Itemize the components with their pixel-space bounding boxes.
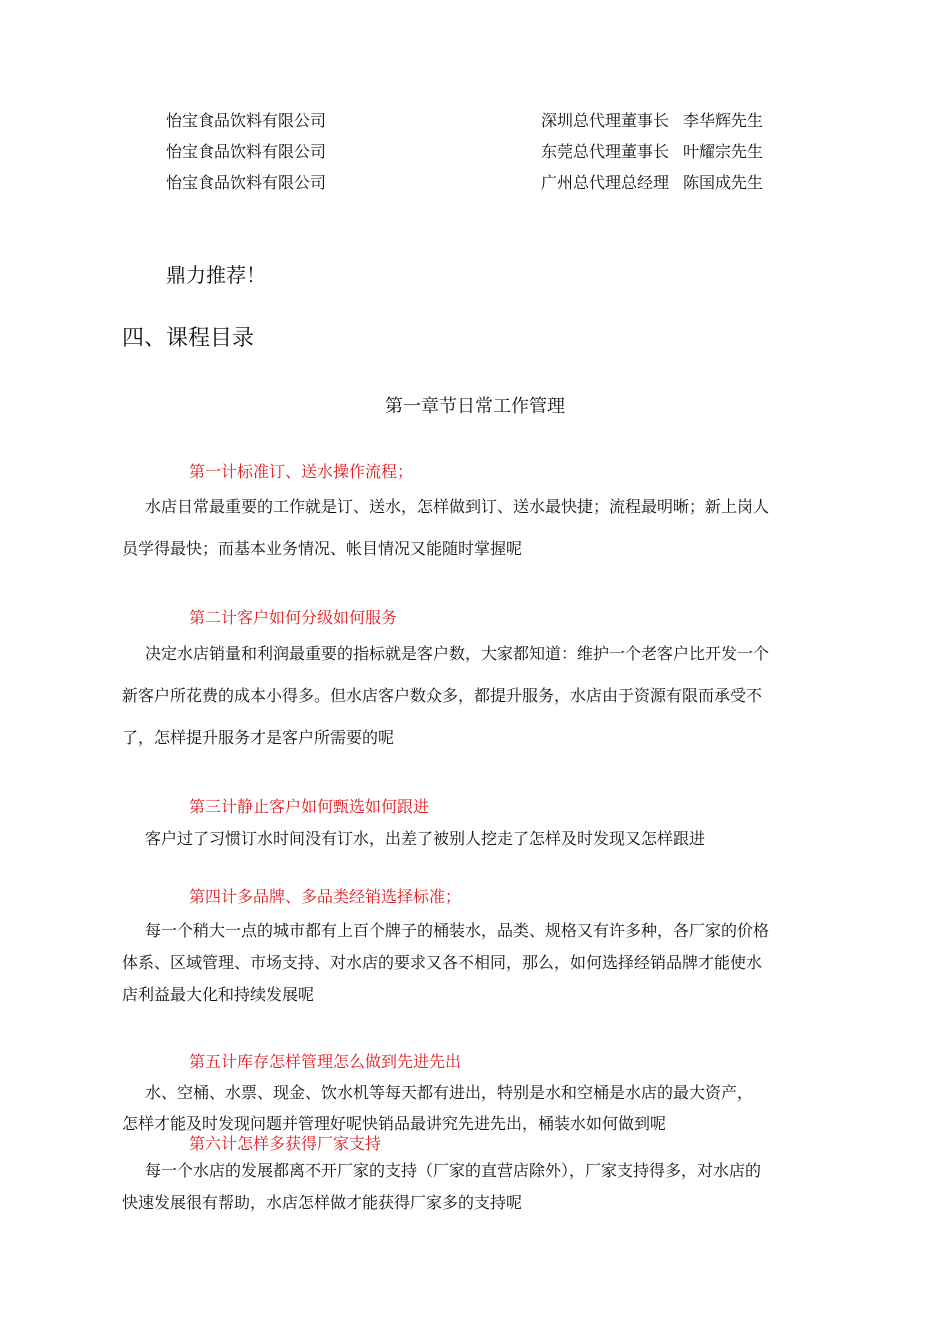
item-text-line: 了，怎样提升服务才是客户所需要的呢 [122, 728, 395, 747]
endorsement-title: 广州总代理总经理 [541, 173, 670, 192]
item-text-line: 体系、区域管理、市场支持、对水店的要求又各不相同，那么，如何选择经销品牌才能使水 [122, 953, 763, 972]
item-title: 第四计多品牌、多品类经销选择标准； [189, 887, 462, 906]
item-text-line: 水店日常最重要的工作就是订、送水，怎样做到订、送水最快捷；流程最明晰；新上岗人 [145, 497, 770, 516]
recommend-text: 鼎力推荐！ [166, 263, 266, 287]
endorsement-person [541, 111, 763, 131]
item-text-line: 员学得最快；而基本业务情况、帐目情况又能随时掌握呢 [122, 539, 523, 558]
endorsement-person [541, 173, 763, 193]
item-text-line: 怎样才能及时发现问题并管理好呢快销品最讲究先进先出，桶装水如何做到呢 [122, 1114, 667, 1133]
endorsement-name: 叶耀宗先生 [683, 142, 764, 161]
endorsement-company: 怡宝食品饮料有限公司 [166, 173, 327, 192]
item-text-line: 店利益最大化和持续发展呢 [122, 985, 315, 1004]
item-title: 第六计怎样多获得厂家支持 [189, 1134, 382, 1153]
section-title: 四、课程目录 [122, 326, 255, 351]
item-text-line: 每一个稍大一点的城市都有上百个牌子的桶装水，品类、规格又有许多种，各厂家的价格 [145, 921, 770, 940]
item-text-line: 每一个水店的发展都离不开厂家的支持（厂家的直营店除外），厂家支持得多，对水店的 [145, 1161, 762, 1180]
endorsement-title: 东莞总代理董事长 [541, 142, 670, 161]
item-title: 第三计静止客户如何甄选如何跟进 [189, 797, 430, 816]
endorsement-company: 怡宝食品饮料有限公司 [166, 142, 327, 161]
endorsement-person [541, 142, 763, 162]
item-text-line: 决定水店销量和利润最重要的指标就是客户数，大家都知道：维护一个老客户比开发一个 [145, 644, 770, 663]
item-title: 第五计库存怎样管理怎么做到先进先出 [189, 1052, 462, 1071]
endorsement-name: 李华辉先生 [683, 111, 764, 130]
item-text-line: 新客户所花费的成本小得多。但水店客户数众多，都提升服务，水店由于资源有限而承受不 [122, 686, 763, 705]
item-text-line: 快速发展很有帮助，水店怎样做才能获得厂家多的支持呢 [122, 1193, 523, 1212]
item-text-line: 水、空桶、水票、现金、饮水机等每天都有进出，特别是水和空桶是水店的最大资产， [145, 1083, 754, 1102]
chapter-title: 第一章节日常工作管理 [385, 396, 565, 417]
item-text-line: 客户过了习惯订水时间没有订水，出差了被别人挖走了怎样及时发现又怎样跟进 [145, 829, 706, 848]
endorsement-name: 陈国成先生 [683, 173, 764, 192]
endorsement-title: 深圳总代理董事长 [541, 111, 670, 130]
endorsement-company: 怡宝食品饮料有限公司 [166, 111, 327, 130]
item-title: 第一计标准订、送水操作流程； [189, 462, 414, 481]
item-title: 第二计客户如何分级如何服务 [189, 608, 398, 627]
